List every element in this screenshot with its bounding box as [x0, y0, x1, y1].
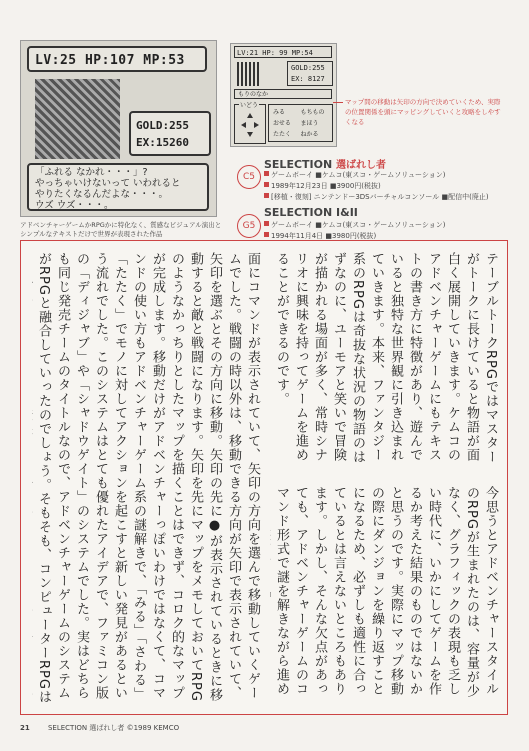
command-item: まほう — [300, 120, 319, 127]
screenshot-caption — [345, 97, 505, 127]
gold-ex-window — [287, 61, 333, 86]
command-item: みる — [273, 109, 286, 116]
screenshot-caption: アドベンチャーゲームかRPGかに特化なく、質感なビジュアル演出とシンプルなテキストだけで世界が表現された作品 — [20, 221, 222, 238]
title-text: SELECTION I&II — [264, 206, 358, 219]
footer-credit: SELECTION 選ばれし者 ©1989 KEMCO — [47, 724, 180, 732]
location-label: もりのなか — [234, 89, 332, 99]
gate-image — [237, 62, 261, 86]
status-bar: LV:25 HP:107 MP:53 — [27, 46, 207, 72]
selection-badge: C5 — [237, 165, 261, 189]
command-menu — [268, 104, 333, 142]
gold-ex-window — [129, 111, 211, 156]
caption-text: マップ間の移動は矢印の方向で決めていくため、実際の位置関係を頭にマッピングしていくと攻略をしやすくなる — [345, 98, 501, 126]
message-line: ウズ ウズ・・・。 — [35, 200, 114, 211]
article-text-right-bottom: 今思うとアドベンチャースタイルのRPGが生まれたのは、容量が少なく、グラフィックの表現も乏しい時代に、いかにしてゲームを作るか考えた結果のものではないかと思うのです。実際にマップ移動の際にダンジョンを繰り返すことになるため、必ずしも適性に合っているとは言えないところもあります。しかし、そんな欠点があっても、アドベンチャーゲームのコマンド形式で謎を解きながら進め — [274, 486, 498, 698]
caption-leader-line — [333, 102, 343, 103]
message-line: やりたくなるんだよな・・・。 — [35, 189, 169, 200]
command-label: いどう — [240, 102, 259, 109]
gold-value: GOLD:255 — [291, 64, 325, 72]
selection-badge: G5 — [237, 214, 261, 238]
selection-title — [264, 206, 358, 219]
title-text: SELECTION — [264, 158, 333, 171]
info-line: 1989年12月23日 ■3900円(税抜) — [271, 182, 381, 190]
message-window — [27, 163, 209, 211]
ex-value: EX: 8127 — [291, 75, 325, 83]
command-item: ねかる — [300, 131, 319, 138]
gold-value: GOLD:255 — [136, 119, 189, 132]
ex-value: EX:15260 — [136, 136, 189, 149]
selection-title — [264, 156, 386, 171]
arrow-icons — [235, 105, 265, 143]
game-screenshot-2 — [230, 43, 337, 147]
command-item: もちもの — [300, 109, 325, 116]
status-bar: LV:21 HP: 99 MP:54 — [234, 46, 332, 58]
article-text-right-top: テーブルトークRPGではマスターがトークに長けていると物語が面白く展開していきます。ケムコのアドベンチャーゲームにもテキストの書き方に特徴があり、遊んでいると独特な世界観に引き込まれていきます。本来、ファンタジー系のRPGは奇抜な状況の物語のはずなのに、ユーモアと笑いで冒険が描かれる場面が多く、常時シナリオに興味を持ってゲームを進めることができるのです。 — [274, 252, 498, 464]
command-item: おせる — [273, 120, 291, 127]
message-line: やっちゃいけないって いわれると — [35, 178, 181, 189]
message-line: 「ふれる なかれ・・・」? — [35, 167, 148, 178]
game-screenshot-1 — [20, 40, 217, 217]
article-text-left: 面にコマンドが表示されていて、矢印の方向を選んで移動していくゲームでした。戦闘の時以外は、移動できる方向が矢印で表示されていて、矢印を選ぶとその方向に移動。矢印の先に●が表示されているときに移動すると敵と戦闘になります。矢印を先にマップをメモしておいてRPGのようなかっちりとしたマップを描くことはできず、コロク的なマップが完成します。移動だけがアドベンチャーっぽいわけではなくて、コマンドの使い方もアドベンチャーゲーム系の謎解きで、「みる」「さわる」「たたく」でモノに対してアクションを起こすと新しい発見があるという流れでした。このシステムはとても優れたアイデアで、ファミコン版の「ディジャブ」や「シャドウゲイト」のシステムでした。実はどちらも同じ発売チームのタイトルなので、アドベンチャーゲームのシステムがRPGと融合していったのでしょう。そもそも、コンピューターRPGは — [36, 252, 260, 704]
page-number: 21 — [20, 724, 30, 732]
page-footer — [20, 723, 179, 733]
dungeon-scene-image — [35, 79, 120, 159]
command-item: たたく — [273, 131, 292, 138]
info-line: ゲームボーイ ■ケムコ(東スコ・ゲームソリューション) — [271, 171, 446, 179]
selection-info — [264, 220, 445, 242]
info-line: [移植・復刻] ニンテンドー3DSバーチャルコンソール ■配信中(廃止) — [271, 193, 489, 201]
subtitle-text: 選ばれし者 — [336, 160, 387, 171]
selection-info — [264, 170, 489, 203]
direction-pad — [234, 104, 266, 144]
info-line: ゲームボーイ ■ケムコ(東スコ・ゲームソリューション) — [271, 221, 446, 229]
info-line: 1994年11月4日 ■3980円(税抜) — [271, 232, 377, 240]
